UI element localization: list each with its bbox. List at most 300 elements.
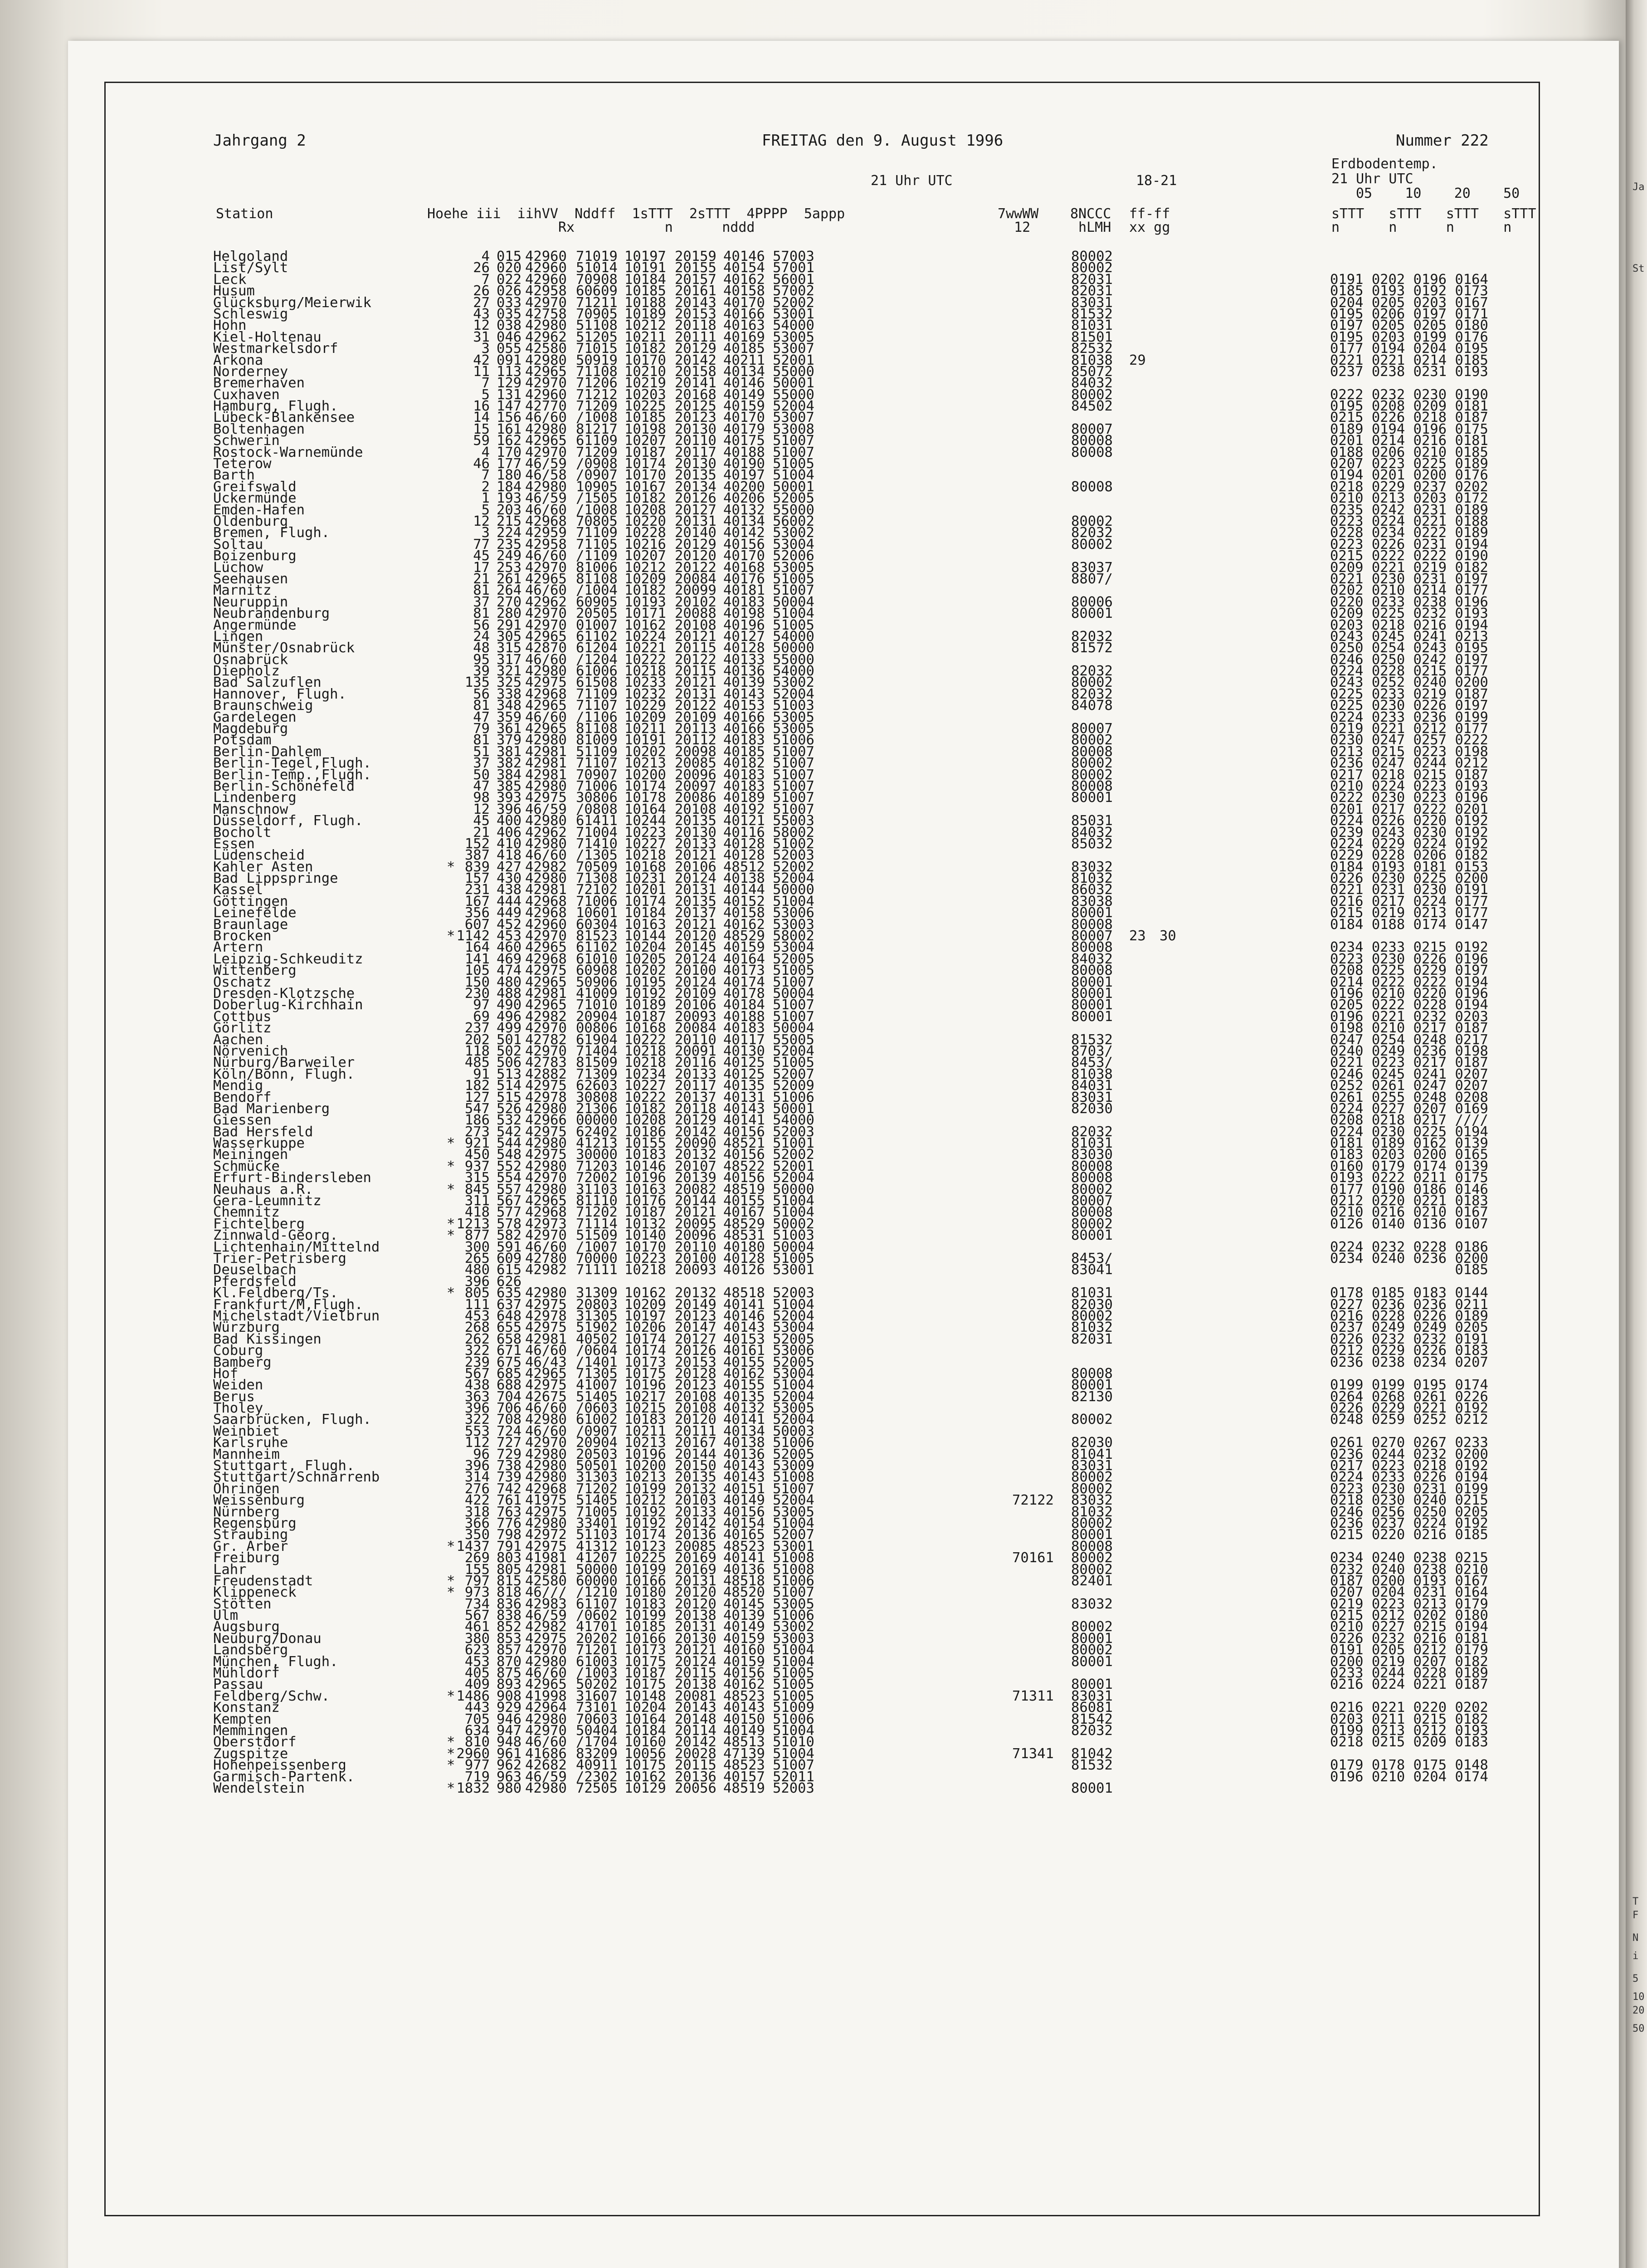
temp-code: 10162 [624, 1285, 666, 1301]
station-header: Station [216, 206, 273, 222]
pressure-code: 40180 [723, 1239, 765, 1255]
station-id: 637 [497, 1296, 522, 1313]
soil-temps: 0264 0268 0261 0226 [1330, 1388, 1488, 1405]
soil-temps: 0234 0240 0236 0200 [1330, 1250, 1488, 1266]
temp-code: 10229 [624, 698, 666, 714]
station-id: 803 [497, 1550, 522, 1566]
elevation: 50 [473, 767, 490, 783]
cloud-header: 8NCCC [1070, 206, 1111, 222]
nddff-code: 51205 [576, 329, 618, 345]
pressure-code: 40139 [723, 675, 765, 691]
nddff-code: 61010 [576, 951, 618, 967]
pressure-code: 40155 [723, 1377, 765, 1393]
elevation: 387 [464, 847, 490, 864]
cloud-code: 8453/ [1071, 1055, 1113, 1071]
pressure-code: 48523 [723, 1688, 765, 1704]
soil-temps: 0240 0249 0236 0198 [1330, 1043, 1488, 1059]
tendency-code: 53003 [773, 916, 814, 933]
nddff-code: 60304 [576, 916, 618, 933]
elevation: 111 [464, 1296, 490, 1313]
cloud-code: 85031 [1071, 813, 1113, 829]
pressure-code: 48531 [723, 1227, 765, 1244]
nddff-code: 62402 [576, 1124, 618, 1140]
soil-temps: 0209 0221 0219 0182 [1330, 559, 1488, 576]
cloud-code: 80008 [1071, 916, 1113, 933]
station-id: 427 [497, 859, 522, 875]
nddff-code: 73101 [576, 1700, 618, 1716]
dewpoint-code: 20124 [675, 870, 716, 887]
soil-temps: 0207 0223 0225 0189 [1330, 456, 1488, 472]
soil-temps: 0208 0225 0229 0197 [1330, 963, 1488, 979]
nddff-code: 20505 [576, 606, 618, 622]
dewpoint-code: 20145 [675, 939, 716, 956]
table-row [213, 1771, 1610, 1783]
tendency-code: 51010 [773, 1734, 814, 1750]
tendency-code: 51004 [773, 1745, 814, 1762]
iihvv-code: 46/60 [525, 709, 567, 725]
station-name: Nürnberg [213, 1504, 280, 1520]
elevation: 921 [464, 1135, 490, 1152]
tendency-code: 51004 [773, 1296, 814, 1313]
station-name: Bocholt [213, 824, 272, 841]
station-name: Emden-Hafen [213, 502, 305, 518]
cloud-code: 83038 [1071, 893, 1113, 909]
soil-temps: 0216 0221 0220 0202 [1330, 1700, 1488, 1716]
cloud-code: 81532 [1071, 1031, 1113, 1048]
dewpoint-code: 20133 [675, 1504, 716, 1520]
dewpoint-code: 20093 [675, 1262, 716, 1278]
elevation: 422 [464, 1492, 490, 1509]
temp-code: 10218 [624, 1043, 666, 1059]
iihvv-code: 46/59 [525, 1769, 567, 1785]
station-name: Osnabrück [213, 651, 288, 668]
nddff-code: /1505 [576, 490, 618, 507]
dewpoint-code: 20109 [675, 986, 716, 1002]
iihvv-code: 42980 [525, 836, 567, 852]
soil-n-header: n n n n [1331, 220, 1512, 235]
tendency-code: 53007 [773, 341, 814, 357]
cloud-code: 80002 [1071, 1216, 1113, 1232]
cloud-code: 8453/ [1071, 1250, 1113, 1266]
temp-code: 10163 [624, 1181, 666, 1198]
pressure-code: 40158 [723, 283, 765, 299]
tendency-code: 54000 [773, 318, 814, 334]
cloud-code: 86081 [1071, 1700, 1113, 1716]
nddff-code: /1704 [576, 1734, 618, 1750]
nddff-code: 41312 [576, 1538, 618, 1554]
pressure-code: 40170 [723, 294, 765, 311]
dewpoint-code: 20141 [675, 375, 716, 391]
elevation: 24 [473, 628, 490, 645]
temp-code: 10201 [624, 882, 666, 898]
tendency-code: 51004 [773, 893, 814, 909]
station-id: 532 [497, 1112, 522, 1129]
soil-temps: 0210 0227 0215 0194 [1330, 1619, 1488, 1635]
station-name: Lübeck-Blankensee [213, 410, 355, 426]
nddff-code: 71209 [576, 444, 618, 460]
station-name: Pferdsfeld [213, 1273, 297, 1290]
pressure-code: 40184 [723, 997, 765, 1013]
cloud-code: 80002 [1071, 1469, 1113, 1486]
elevation: 81 [473, 732, 490, 748]
nddff-code: 61204 [576, 640, 618, 656]
nddff-code: 71015 [576, 341, 618, 357]
tendency-code: 50000 [773, 1181, 814, 1198]
station-id: 046 [497, 329, 522, 345]
elevation: 453 [464, 1308, 490, 1324]
station-name: Münster/Osnabrück [213, 640, 355, 656]
dewpoint-code: 20120 [675, 928, 716, 944]
pressure-code: 40170 [723, 548, 765, 564]
pressure-code: 40149 [723, 1492, 765, 1509]
tendency-code: 52003 [773, 1285, 814, 1301]
station-name: Wendelstein [213, 1780, 305, 1796]
nddff-code: 61003 [576, 1653, 618, 1670]
station-name: Freiburg [213, 1550, 280, 1566]
temp-code: 10219 [624, 375, 666, 391]
cloud-code: 80001 [1071, 1377, 1113, 1393]
temp-code: 10234 [624, 1066, 666, 1082]
pressure-code: 40211 [723, 352, 765, 368]
dewpoint-code: 20116 [675, 1055, 716, 1071]
iihvv-code: 42981 [525, 882, 567, 898]
station-name: Memmingen [213, 1723, 288, 1739]
temp-code: 10218 [624, 663, 666, 679]
pressure-code: 48518 [723, 1285, 765, 1301]
dewpoint-code: 20132 [675, 1481, 716, 1497]
tendency-code: 51003 [773, 1227, 814, 1244]
station-name: Berlin-Dahlem [213, 743, 322, 760]
edge-label: 20 [1632, 2005, 1645, 2016]
pressure-code: 48519 [723, 1780, 765, 1796]
station-name: Bad Salzuflen [213, 675, 322, 691]
station-name: Lingen [213, 628, 263, 645]
elevation: 461 [464, 1619, 490, 1635]
iihvv-code: 42965 [525, 363, 567, 380]
elevation: 366 [464, 1515, 490, 1531]
station-name: Hannover, Flugh. [213, 686, 346, 702]
soil-temps: 0199 0199 0195 0174 [1330, 1377, 1488, 1393]
temp-code: 10146 [624, 1158, 666, 1174]
elevation: 27 [473, 294, 490, 311]
temp-code: 10218 [624, 847, 666, 864]
soil-temps: 0246 0245 0241 0207 [1330, 1066, 1488, 1082]
temp-code: 10209 [624, 571, 666, 587]
tendency-code: 57003 [773, 249, 814, 264]
iihvv-code: 46/43 [525, 1354, 567, 1370]
elevation: 453 [464, 1653, 490, 1670]
tendency-code: 51004 [773, 1723, 814, 1739]
soil-temps: 0247 0254 0248 0217 [1330, 1031, 1488, 1048]
soil-temps: 0126 0140 0136 0107 [1330, 1216, 1488, 1232]
pressure-code: 48520 [723, 1584, 765, 1601]
elevation: 21 [473, 571, 490, 587]
temp-code: 10197 [624, 249, 666, 264]
tendency-code: 51007 [773, 767, 814, 783]
dewpoint-code: 20112 [675, 732, 716, 748]
soil-temps: 0224 0228 0215 0177 [1330, 663, 1488, 679]
nddff-code: 50501 [576, 1458, 618, 1474]
temp-code: 10166 [624, 1573, 666, 1589]
tendency-code: 51004 [773, 1642, 814, 1658]
nddff-code: /1305 [576, 847, 618, 864]
temp-code: 10209 [624, 709, 666, 725]
pressure-code: 40198 [723, 606, 765, 622]
tendency-code: 51004 [773, 606, 814, 622]
temp-code: 10162 [624, 1769, 666, 1785]
station-id: 742 [497, 1481, 522, 1497]
nddff-code: /2302 [576, 1769, 618, 1785]
temp-code: 10211 [624, 721, 666, 737]
soil-temps: 0248 0259 0252 0212 [1330, 1412, 1488, 1428]
station-id: 224 [497, 525, 522, 541]
alpine-marker: * [447, 1688, 455, 1704]
soil-temps: 0195 0208 0209 0181 [1330, 398, 1488, 415]
elevation: 1142 [456, 928, 490, 944]
temp-code: 10168 [624, 1020, 666, 1036]
iihvv-code: 46/60 [525, 1343, 567, 1359]
dewpoint-code: 20142 [675, 1515, 716, 1531]
tendency-code: 51007 [773, 997, 814, 1013]
station-id: 317 [497, 651, 522, 668]
nddff-code: /1204 [576, 651, 618, 668]
soil-temps: 0224 0229 0224 0192 [1330, 836, 1488, 852]
station-id: 193 [497, 490, 522, 507]
cloud-code: 80002 [1071, 513, 1113, 529]
nddff-code: 60908 [576, 963, 618, 979]
tendency-code: 51007 [773, 1584, 814, 1601]
station-name: Brocken [213, 928, 272, 944]
dewpoint-code: 20108 [675, 617, 716, 633]
soil-temps: 0196 0210 0220 0196 [1330, 986, 1488, 1002]
elevation: 112 [464, 1435, 490, 1451]
nddff-code: 40911 [576, 1757, 618, 1774]
dewpoint-code: 20135 [675, 1469, 716, 1486]
nddff-code: 31305 [576, 1308, 618, 1324]
volume-label: Jahrgang 2 [213, 132, 306, 150]
edge-label: F [1632, 1910, 1639, 1921]
cloud-code: 81572 [1071, 640, 1113, 656]
dewpoint-code: 20127 [675, 502, 716, 518]
iihvv-code: 42981 [525, 986, 567, 1002]
station-name: Gr. Arber [213, 1538, 288, 1554]
elevation: 186 [464, 1112, 490, 1129]
pressure-code: 40183 [723, 767, 765, 783]
temp-code: 10244 [624, 813, 666, 829]
elevation: 231 [464, 882, 490, 898]
soil-temps: 0217 0223 0218 0192 [1330, 1458, 1488, 1474]
station-id: 946 [497, 1711, 522, 1727]
pressure-code: 40154 [723, 1515, 765, 1531]
nddff-code: 50404 [576, 1723, 618, 1739]
station-name: Hof [213, 1365, 239, 1382]
station-name: Oschatz [213, 974, 272, 990]
table-row [213, 1736, 1610, 1748]
temp-code: 10186 [624, 1124, 666, 1140]
tendency-code: 53005 [773, 1504, 814, 1520]
nddff-code: 71114 [576, 1216, 618, 1232]
dewpoint-code: 20118 [675, 318, 716, 334]
elevation: 79 [473, 721, 490, 737]
dewpoint-code: 20106 [675, 859, 716, 875]
gust-code-1: 23 [1129, 928, 1146, 944]
temp-code: 10185 [624, 283, 666, 299]
elevation: 396 [464, 1273, 490, 1290]
station-id: 026 [497, 283, 522, 299]
temp-code: 10192 [624, 1504, 666, 1520]
pressure-code: 40166 [723, 306, 765, 322]
cloud-code: 80008 [1071, 939, 1113, 956]
tendency-code: 51001 [773, 1135, 814, 1152]
soil-temps: 0227 0236 0236 0211 [1330, 1296, 1488, 1313]
temp-code: 10200 [624, 767, 666, 783]
station-id: 113 [497, 363, 522, 380]
temp-code: 10231 [624, 870, 666, 887]
elevation: 45 [473, 813, 490, 829]
dewpoint-code: 20142 [675, 1734, 716, 1750]
iihvv-code: 42960 [525, 249, 567, 264]
dewpoint-code: 20109 [675, 709, 716, 725]
pressure-code: 40136 [723, 1446, 765, 1462]
weather-code: 72122 [1012, 1492, 1054, 1509]
iihvv-code: 42970 [525, 1642, 567, 1658]
nddff-code: 50000 [576, 1561, 618, 1578]
cloud-code: 80001 [1071, 974, 1113, 990]
dewpoint-code: 20135 [675, 813, 716, 829]
elevation: 877 [464, 1227, 490, 1244]
station-name: Würzburg [213, 1320, 280, 1336]
pressure-code: 40133 [723, 651, 765, 668]
temp-code: 10173 [624, 1642, 666, 1658]
nddff-code: 71211 [576, 294, 618, 311]
pressure-code: 40197 [723, 467, 765, 484]
pressure-code: 40150 [723, 1711, 765, 1727]
pressure-code: 40154 [723, 260, 765, 276]
tendency-code: 51007 [773, 974, 814, 990]
pressure-code: 40143 [723, 1700, 765, 1716]
pressure-code: 48523 [723, 1538, 765, 1554]
tendency-code: 53006 [773, 1343, 814, 1359]
tendency-code: 54000 [773, 663, 814, 679]
dewpoint-code: 20124 [675, 1653, 716, 1670]
temp-code: 10191 [624, 732, 666, 748]
iihvv-code: 42980 [525, 1285, 567, 1301]
elevation: 839 [464, 859, 490, 875]
soil-temps: 0252 0261 0247 0207 [1330, 1078, 1488, 1094]
iihvv-code: 42965 [525, 1193, 567, 1209]
iihvv-code: 46/60 [525, 502, 567, 518]
nddff-code: 60609 [576, 283, 618, 299]
soil-temps: 0184 0188 0174 0147 [1330, 916, 1488, 933]
cloud-code: 80008 [1071, 778, 1113, 794]
soil-temps: 0215 0226 0218 0187 [1330, 410, 1488, 426]
tendency-code: 51009 [773, 1700, 814, 1716]
elevation: 239 [464, 1354, 490, 1370]
station-id: 514 [497, 1078, 522, 1094]
nddff-code: 61102 [576, 939, 618, 956]
elevation: 363 [464, 1388, 490, 1405]
tendency-code: 50004 [773, 1239, 814, 1255]
dewpoint-code: 20125 [675, 398, 716, 415]
alpine-marker: * [447, 1285, 455, 1301]
soil-temps: 0194 0201 0200 0176 [1330, 467, 1488, 484]
nddff-code: 71105 [576, 536, 618, 552]
tendency-code: 50001 [773, 1100, 814, 1117]
dewpoint-code: 20138 [675, 1677, 716, 1693]
tendency-code: 51005 [773, 1055, 814, 1071]
station-id: 184 [497, 479, 522, 495]
temp-code: 10225 [624, 398, 666, 415]
temp-code: 10223 [624, 824, 666, 841]
tendency-code: 51007 [773, 790, 814, 806]
station-name: Neubrandenburg [213, 606, 330, 622]
dewpoint-code: 20108 [675, 1388, 716, 1405]
pressure-code: 40127 [723, 628, 765, 645]
station-id: 836 [497, 1596, 522, 1612]
soil-temps: 0237 0249 0249 0205 [1330, 1320, 1488, 1336]
station-id: 776 [497, 1515, 522, 1531]
dewpoint-code: 20108 [675, 1400, 716, 1417]
tendency-code: 52004 [773, 1043, 814, 1059]
iihvv-code: 46/60 [525, 1734, 567, 1750]
iihvv-code: 42981 [525, 767, 567, 783]
nddff-code: /0603 [576, 1400, 618, 1417]
dewpoint-code: 20121 [675, 1204, 716, 1221]
tendency-code: 51007 [773, 1481, 814, 1497]
iihvv-code: 42982 [525, 1008, 567, 1025]
dewpoint-code: 20085 [675, 1538, 716, 1554]
pressure-code: 40149 [723, 1723, 765, 1739]
soil-temps: 0191 0202 0196 0164 [1330, 271, 1488, 288]
pressure-code: 40156 [723, 1124, 765, 1140]
station-id: 348 [497, 698, 522, 714]
nddff-code: 10601 [576, 905, 618, 921]
elevation: 553 [464, 1423, 490, 1439]
tendency-code: 51003 [773, 698, 814, 714]
date-line: FREITAG den 9. August 1996 [762, 132, 1004, 150]
tendency-code: 56002 [773, 513, 814, 529]
elevation: 1437 [456, 1538, 490, 1554]
iihvv-code: 42981 [525, 743, 567, 760]
pressure-code: 40200 [723, 479, 765, 495]
soil-temps: 0193 0222 0211 0175 [1330, 1170, 1488, 1186]
station-name: Tholey [213, 1400, 263, 1417]
iihvv-code: 42965 [525, 939, 567, 956]
station-id: 648 [497, 1308, 522, 1324]
nddff-code: 41007 [576, 1377, 618, 1393]
soil-temps: 0198 0210 0217 0187 [1330, 1020, 1488, 1036]
tendency-code: 53002 [773, 525, 814, 541]
temp-code: 10168 [624, 859, 666, 875]
nddff-code: 51405 [576, 1388, 618, 1405]
station-name: Klippeneck [213, 1584, 297, 1601]
pressure-code: 48513 [723, 1734, 765, 1750]
nddff-code: 30000 [576, 1147, 618, 1163]
cloud-code: 83031 [1071, 294, 1113, 311]
station-id: 704 [497, 1388, 522, 1405]
cloud-code: 83032 [1071, 859, 1113, 875]
pressure-code: 40162 [723, 916, 765, 933]
iihvv-code: 42975 [525, 1320, 567, 1336]
nddff-code: 61102 [576, 628, 618, 645]
iihvv-code: 42965 [525, 1677, 567, 1693]
station-name: Bremen, Flugh. [213, 525, 330, 541]
station-id: 235 [497, 536, 522, 552]
tendency-code: 53005 [773, 721, 814, 737]
station-id: 393 [497, 790, 522, 806]
station-id: 469 [497, 951, 522, 967]
station-id: 724 [497, 1423, 522, 1439]
